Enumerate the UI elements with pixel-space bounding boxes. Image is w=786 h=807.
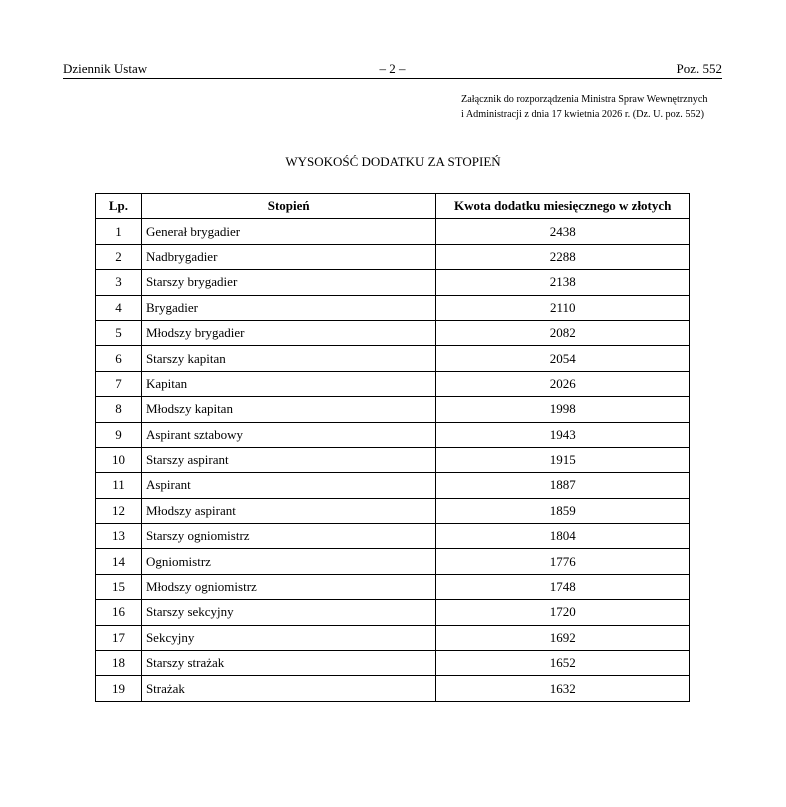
annex-note (461, 93, 731, 122)
row-amount: 2082 (436, 320, 690, 345)
journal-name: Dziennik Ustaw (63, 61, 148, 76)
row-amount: 2026 (436, 371, 690, 396)
row-amount: 2138 (436, 270, 690, 295)
page-header (63, 60, 722, 79)
row-rank: Starszy brygadier (141, 270, 435, 295)
table-row (96, 219, 690, 244)
row-rank: Starszy aspirant (141, 447, 435, 472)
row-rank: Kapitan (141, 371, 435, 396)
row-lp: 6 (96, 346, 142, 371)
row-amount: 1804 (436, 524, 690, 549)
table-header-row (96, 194, 690, 219)
page-number: – 2 – (379, 61, 406, 76)
row-rank: Generał brygadier (141, 219, 435, 244)
row-lp: 8 (96, 397, 142, 422)
table-row (96, 447, 690, 472)
row-rank: Ogniomistrz (141, 549, 435, 574)
row-lp: 1 (96, 219, 142, 244)
header-lp: Lp. (96, 194, 142, 219)
row-lp: 12 (96, 498, 142, 523)
row-lp: 19 (96, 676, 142, 701)
row-amount: 2054 (436, 346, 690, 371)
row-amount: 1748 (436, 574, 690, 599)
row-rank: Młodszy kapitan (141, 397, 435, 422)
table-row (96, 473, 690, 498)
row-rank: Nadbrygadier (141, 244, 435, 269)
table-row (96, 600, 690, 625)
row-amount: 1998 (436, 397, 690, 422)
row-amount: 1652 (436, 651, 690, 676)
row-lp: 4 (96, 295, 142, 320)
row-rank: Brygadier (141, 295, 435, 320)
row-lp: 16 (96, 600, 142, 625)
row-amount: 2438 (436, 219, 690, 244)
row-lp: 14 (96, 549, 142, 574)
allowance-table (95, 193, 690, 702)
row-lp: 7 (96, 371, 142, 396)
table-row (96, 625, 690, 650)
row-rank: Strażak (141, 676, 435, 701)
row-amount: 2288 (436, 244, 690, 269)
row-rank: Sekcyjny (141, 625, 435, 650)
row-amount: 1632 (436, 676, 690, 701)
row-amount: 1776 (436, 549, 690, 574)
table-row (96, 346, 690, 371)
row-lp: 10 (96, 447, 142, 472)
row-rank: Młodszy aspirant (141, 498, 435, 523)
position-number: Poz. 552 (676, 61, 722, 76)
row-lp: 11 (96, 473, 142, 498)
table-row (96, 397, 690, 422)
row-lp: 9 (96, 422, 142, 447)
row-amount: 1915 (436, 447, 690, 472)
document-title: WYSOKOŚĆ DODATKU ZA STOPIEŃ (285, 154, 501, 169)
table-row (96, 244, 690, 269)
row-lp: 18 (96, 651, 142, 676)
row-rank: Aspirant sztabowy (141, 422, 435, 447)
row-amount: 1692 (436, 625, 690, 650)
row-lp: 13 (96, 524, 142, 549)
row-rank: Młodszy ogniomistrz (141, 574, 435, 599)
table-row (96, 524, 690, 549)
table-row (96, 371, 690, 396)
table-row (96, 270, 690, 295)
annex-line-1: Załącznik do rozporządzenia Ministra Spraw Wewnętrznych (461, 94, 708, 105)
annex-line-2: i Administracji z dnia 17 kwietnia 2026 r. (Dz. U. poz. 552) (461, 108, 705, 120)
row-amount: 1720 (436, 600, 690, 625)
table-row (96, 320, 690, 345)
row-lp: 3 (96, 270, 142, 295)
row-rank: Starszy ogniomistrz (141, 524, 435, 549)
table-row (96, 549, 690, 574)
table-row (96, 574, 690, 599)
table-row (96, 651, 690, 676)
row-rank: Młodszy brygadier (141, 320, 435, 345)
row-amount: 2110 (436, 295, 690, 320)
row-lp: 2 (96, 244, 142, 269)
row-amount: 1887 (436, 473, 690, 498)
row-lp: 17 (96, 625, 142, 650)
row-lp: 5 (96, 320, 142, 345)
table-row (96, 676, 690, 701)
table-row (96, 498, 690, 523)
row-rank: Starszy kapitan (141, 346, 435, 371)
row-lp: 15 (96, 574, 142, 599)
header-amount: Kwota dodatku miesięcznego w złotych (436, 194, 690, 219)
row-rank: Starszy sekcyjny (141, 600, 435, 625)
header-rank: Stopień (141, 194, 435, 219)
row-amount: 1859 (436, 498, 690, 523)
row-rank: Aspirant (141, 473, 435, 498)
table-row (96, 295, 690, 320)
row-rank: Starszy strażak (141, 651, 435, 676)
table-row (96, 422, 690, 447)
row-amount: 1943 (436, 422, 690, 447)
